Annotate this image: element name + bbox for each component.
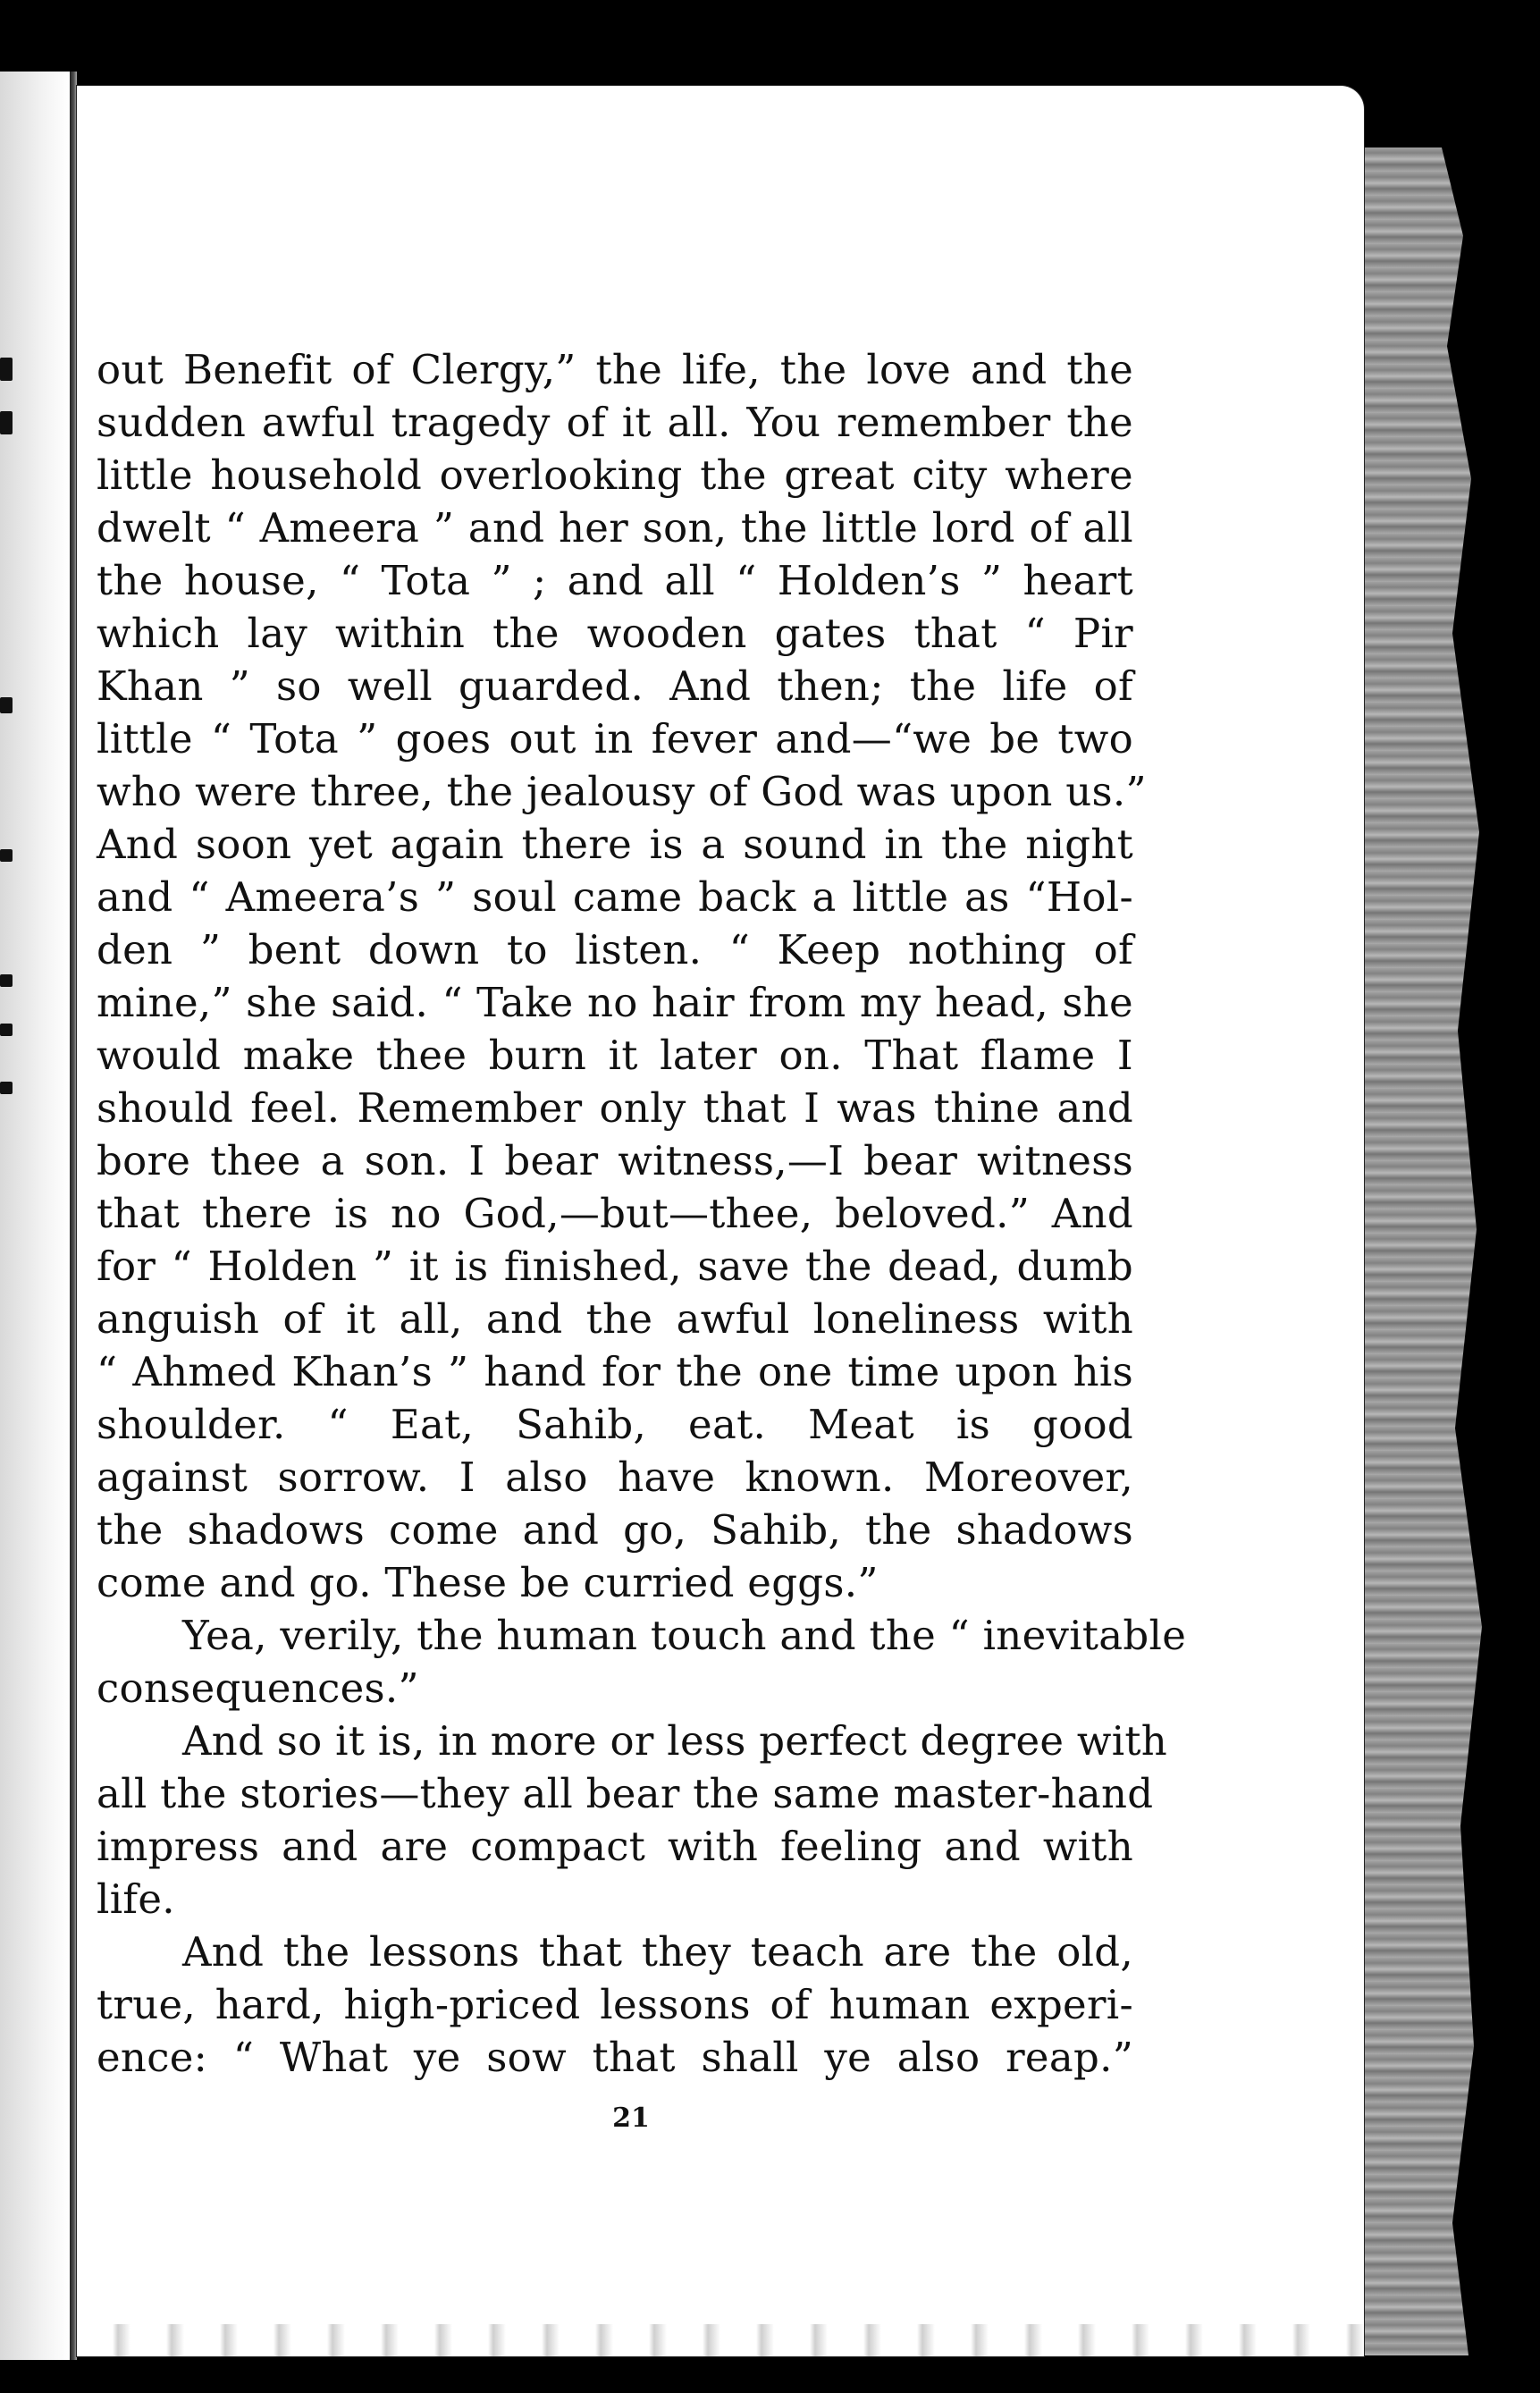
- text-line: mine,” she said. “ Take no hair from my head, she: [97, 979, 1133, 1026]
- page-bottom-edge: [77, 2324, 1364, 2356]
- text-line: And so it is, in more or less perfect degree with: [182, 1717, 1168, 1765]
- text-line: dwelt “ Ameera ” and her son, the little lord of all: [97, 504, 1133, 552]
- text-line: which lay within the wooden gates that “ Pir: [97, 610, 1133, 657]
- page-gutter: [70, 72, 77, 2360]
- text-line: the shadows come and go, Sahib, the shadows: [97, 1506, 1133, 1554]
- text-line: who were three, the jealousy of God was upon us.”: [97, 768, 1147, 815]
- facing-page-mark: [0, 358, 13, 381]
- text-line: would make thee burn it later on. That flame I: [97, 1032, 1133, 1079]
- text-line: the house, “ Tota ” ; and all “ Holden’s ” heart: [97, 557, 1133, 604]
- facing-page-mark: [0, 697, 13, 713]
- text-line: impress and are compact with feeling and with: [97, 1823, 1133, 1870]
- text-line: come and go. These be curried eggs.”: [97, 1559, 879, 1606]
- text-line: And soon yet again there is a sound in the night: [97, 821, 1133, 868]
- text-line: den ” bent down to listen. “ Keep nothing of: [97, 926, 1133, 973]
- facing-page-mark: [0, 1082, 13, 1094]
- text-line: should feel. Remember only that I was thine and: [97, 1084, 1133, 1132]
- text-line: Yea, verily, the human touch and the “ inevitable: [182, 1612, 1187, 1659]
- text-line: And the lessons that they teach are the old,: [182, 1928, 1133, 1976]
- text-line: ence: “ What ye sow that shall ye also reap.”: [97, 2034, 1133, 2081]
- page-ragged-edge: [1359, 147, 1493, 2355]
- facing-page-mark: [0, 974, 13, 987]
- text-line: and “ Ameera’s ” soul came back a little as “Hol-: [97, 873, 1133, 921]
- text-line: that there is no God,—but—thee, beloved.” And: [97, 1190, 1133, 1237]
- text-line: all the stories—they all bear the same master-hand: [97, 1770, 1154, 1817]
- facing-page-mark: [0, 411, 13, 434]
- text-line: “ Ahmed Khan’s ” hand for the one time upon his: [97, 1348, 1133, 1395]
- facing-page-mark: [0, 1024, 13, 1036]
- text-line: out Benefit of Clergy,” the life, the love and the: [97, 346, 1133, 393]
- text-line: shoulder. “ Eat, Sahib, eat. Meat is good: [97, 1401, 1133, 1448]
- text-line: Khan ” so well guarded. And then; the life of: [97, 662, 1133, 710]
- text-line: consequences.”: [97, 1664, 419, 1712]
- text-line: little household overlooking the great city where: [97, 451, 1133, 499]
- body-text: [97, 343, 1187, 2084]
- text-line: little “ Tota ” goes out in fever and—“we be two: [97, 715, 1133, 763]
- text-line: bore thee a son. I bear witness,—I bear witness: [97, 1137, 1133, 1184]
- text-line: life.: [97, 1875, 175, 1923]
- text-line: against sorrow. I also have known. Moreover,: [97, 1453, 1133, 1501]
- page-number: 21: [612, 2102, 650, 2134]
- text-line: true, hard, high-priced lessons of human experi-: [97, 1981, 1133, 2028]
- facing-page-sliver: [0, 72, 70, 2360]
- text-line: anguish of it all, and the awful loneliness with: [97, 1295, 1133, 1343]
- facing-page-mark: [0, 849, 13, 862]
- text-line: sudden awful tragedy of it all. You remember the: [97, 399, 1133, 446]
- text-line: for “ Holden ” it is finished, save the dead, dumb: [97, 1243, 1133, 1290]
